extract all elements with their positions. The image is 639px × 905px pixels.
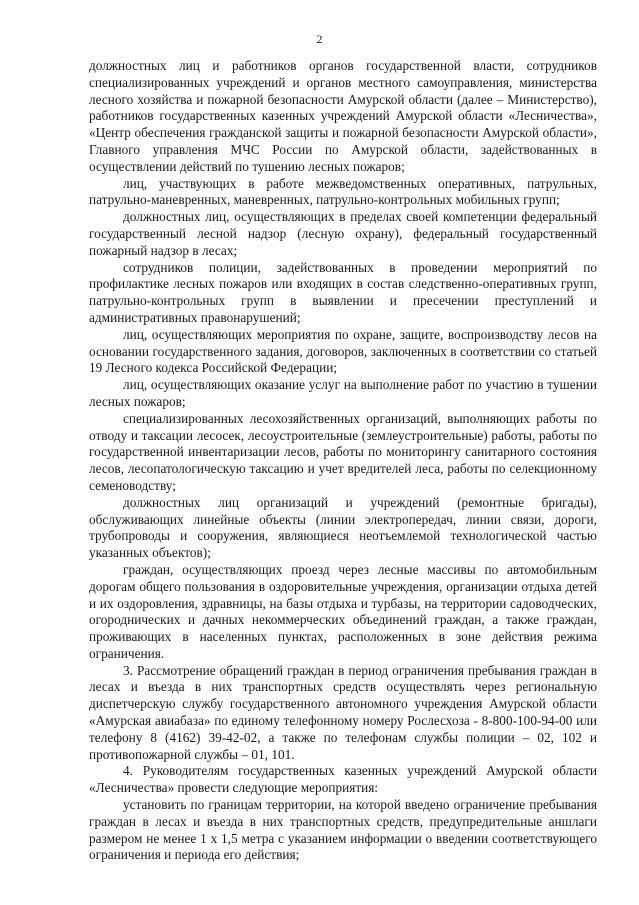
paragraph: сотрудников полиции, задействованных в проведении мероприятий по профилактике лесных пожаров или входящих в состав следственно-оперативных групп, патрульно-контрольных групп в выявлении и пресечении преступлений и административных правонарушений; xyxy=(89,259,597,325)
paragraph: лиц, осуществляющих оказание услуг на выполнение работ по участию в тушении лесных пожаров; xyxy=(89,377,597,409)
paragraph: специализированных лесохозяйственных организаций, выполняющих работы по отводу и таксации лесосек, лесоустроительные (землеустроительные) работы, работы по государственной инвентаризации лесов, работы по мониторингу санитарного состояния лесов, лесопатологическую таксацию и учет вредителей леса, работы по селекционному семеноводству; xyxy=(89,410,597,493)
paragraph: должностных лиц и работников органов государственной власти, сотрудников специализированных учреждений и органов местного самоуправления, министерства лесного хозяйства и пожарной безопасности Амурской области (далее – Министерство), работников государственных казенных учреждений Амурской области «Лесничества», «Центр обеспечения гражданской защиты и пожарной безопасности Амурской области», Главного управления МЧС России по Амурской области, задействованных в осуществлении действий по тушению лесных пожаров; xyxy=(89,58,597,174)
paragraph: граждан, осуществляющих проезд через лесные массивы по автомобильным дорогам общего пользования в оздоровительные учреждения, организации отдыха детей и их оздоровления, здравницы, на базы отдыха и турбазы, на территории садоводческих, огороднических и дачных некоммерческих объединений граждан, а также граждан, проживающих в населенных пунктах, расположенных в зоне действия режима ограничения. xyxy=(89,561,597,661)
paragraph: 3. Рассмотрение обращений граждан в период ограничения пребывания граждан в лесах и въезда в них транспортных средств осуществлять через региональную диспетчерскую службу государственного автономного учреждения Амурской области «Амурская авиабаза» по единому телефонному номеру Рослесхоза - 8-800-100-94-00 или телефону 8 (4162) 39-42-02, а также по телефонам службы полиции – 02, 102 и противопожарной службы – 01, 101. xyxy=(89,662,597,762)
paragraph: установить по границам территории, на которой введено ограничение пребывания граждан в лесах и въезда в них транспортных средств, предупредительные аншлаги размером не менее 1 х 1,5 метра с указанием информации о введении соответствующего ограничения и периода его действия; xyxy=(89,797,597,863)
paragraph: должностных лиц, осуществляющих в пределах своей компетенции федеральный государственный лесной надзор (лесную охрану), федеральный государственный пожарный надзор в лесах; xyxy=(89,209,597,258)
document-body xyxy=(89,58,597,864)
page-number: 2 xyxy=(316,32,323,46)
paragraph: должностных лиц организаций и учреждений (ремонтные бригады), обслуживающих линейные объекты (линии электропередач, линии связи, дороги, трубопроводы и сооружения, являющиеся неотъемлемой технологической частью указанных объектов); xyxy=(89,494,597,561)
paragraph: лиц, участвующих в работе межведомственных оперативных, патрульных, патрульно-маневренных, маневренных, патрульно-контрольных мобильных групп; xyxy=(89,175,597,208)
paragraph: 4. Руководителям государственных казенных учреждений Амурской области «Лесничества» провести следующие мероприятия: xyxy=(89,763,597,796)
paragraph: лиц, осуществляющих мероприятия по охране, защите, воспроизводству лесов на основании государственного задания, договоров, заключенных в соответствии со статьей 19 Лесного кодекса Российской Федерации; xyxy=(89,326,597,376)
